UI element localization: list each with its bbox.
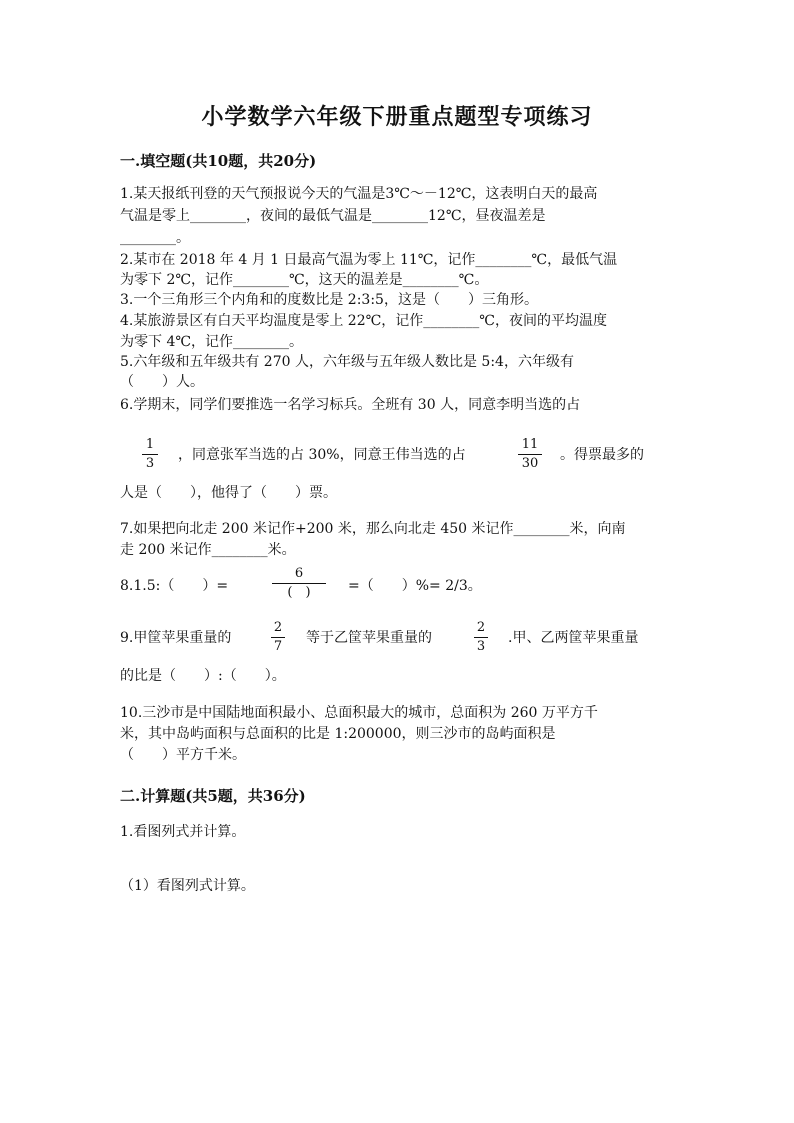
question-9-fraction-1: [271, 620, 285, 655]
question-9-tail-text: .甲、乙两筐苹果重量: [508, 630, 639, 646]
calc-question-1: 1.看图列式并计算。: [120, 824, 246, 840]
fraction-numerator: 2: [476, 620, 486, 635]
fraction-numerator: 2: [273, 620, 283, 635]
question-6-fraction-1: [142, 437, 158, 472]
question-9-line-2: 的比是（ ）:（ ）。: [120, 668, 286, 684]
question-1-line-2: 气温是零上________，夜间的最低气温是________12℃，昼夜温差是: [120, 208, 546, 224]
fraction-denominator: 7: [273, 639, 283, 654]
question-2-line-2: 为零下 2℃，记作________℃，这天的温差是________℃。: [120, 272, 489, 288]
question-9-middle-text: 等于乙筐苹果重量的: [306, 630, 432, 646]
fraction-denominator: 3: [476, 639, 486, 654]
question-8-prefix: 8.1.5:（ ）=: [120, 578, 229, 594]
fraction-numerator: 6: [294, 566, 304, 581]
question-6-line-1: 6.学期末，同学们要推选一名学习标兵。全班有 30 人，同意李明当选的占: [120, 397, 581, 413]
question-9-fraction-2: [474, 620, 488, 655]
fraction-denominator: 30: [521, 456, 539, 471]
section-heading-fill-blank: 一.填空题(共10题，共20分): [120, 152, 317, 170]
fraction-bar: [474, 637, 488, 638]
question-6-middle-text: ，同意张军当选的占 30%，同意王伟当选的占: [178, 447, 466, 463]
fraction-numerator: 11: [521, 437, 539, 452]
fraction-denominator: ( ): [287, 585, 311, 600]
question-9-prefix: 9.甲筐苹果重量的: [120, 630, 232, 646]
fraction-bar: [271, 637, 285, 638]
section-heading-calculation: 二.计算题(共5题，共36分): [120, 787, 306, 805]
fraction-numerator: 1: [145, 437, 155, 452]
question-5-line-1: 5.六年级和五年级共有 270 人，六年级与五年级人数比是 5:4，六年级有: [120, 354, 574, 370]
question-1-line-3: ________。: [120, 230, 190, 246]
question-8-fraction: [272, 566, 326, 601]
question-8-suffix: =（ ）%= 2/3。: [348, 578, 482, 594]
question-1-line-1: 1.某天报纸刊登的天气预报说今天的气温是3℃～－12℃，这表明白天的最高: [120, 186, 598, 202]
question-2-line-1: 2.某市在 2018 年 4 月 1 日最高气温为零上 11℃，记作________℃，最低气温: [120, 252, 618, 268]
fraction-denominator: 3: [145, 456, 155, 471]
fraction-bar: [142, 454, 158, 455]
page-title: 小学数学六年级下册重点题型专项练习: [201, 104, 593, 130]
question-10-line-3: （ ）平方千米。: [120, 747, 246, 763]
question-6-tail-text: 。得票最多的: [560, 447, 644, 463]
question-4-line-2: 为零下 4℃，记作________。: [120, 334, 304, 350]
question-7-line-1: 7.如果把向北走 200 米记作+200 米，那么向北走 450 米记作________米，向南: [120, 521, 626, 537]
fraction-bar: [272, 583, 326, 584]
question-3: 3.一个三角形三个内角和的度数比是 2:3:5，这是（ ）三角形。: [120, 292, 538, 308]
calc-question-1-sub-1: （1）看图列式计算。: [120, 878, 255, 894]
question-6-fraction-2: [518, 437, 542, 472]
question-5-line-2: （ ）人。: [120, 374, 204, 390]
question-10-line-1: 10.三沙市是中国陆地面积最小、总面积最大的城市，总面积为 260 万平方千: [120, 705, 598, 721]
fraction-bar: [518, 454, 542, 455]
question-6-line-3: 人是（ ），他得了（ ）票。: [120, 485, 337, 501]
question-4-line-1: 4.某旅游景区有白天平均温度是零上 22℃，记作________℃，夜间的平均温度: [120, 313, 607, 329]
question-7-line-2: 走 200 米记作________米。: [120, 542, 296, 558]
question-10-line-2: 米，其中岛屿面积与总面积的比是 1:200000，则三沙市的岛屿面积是: [120, 726, 556, 742]
